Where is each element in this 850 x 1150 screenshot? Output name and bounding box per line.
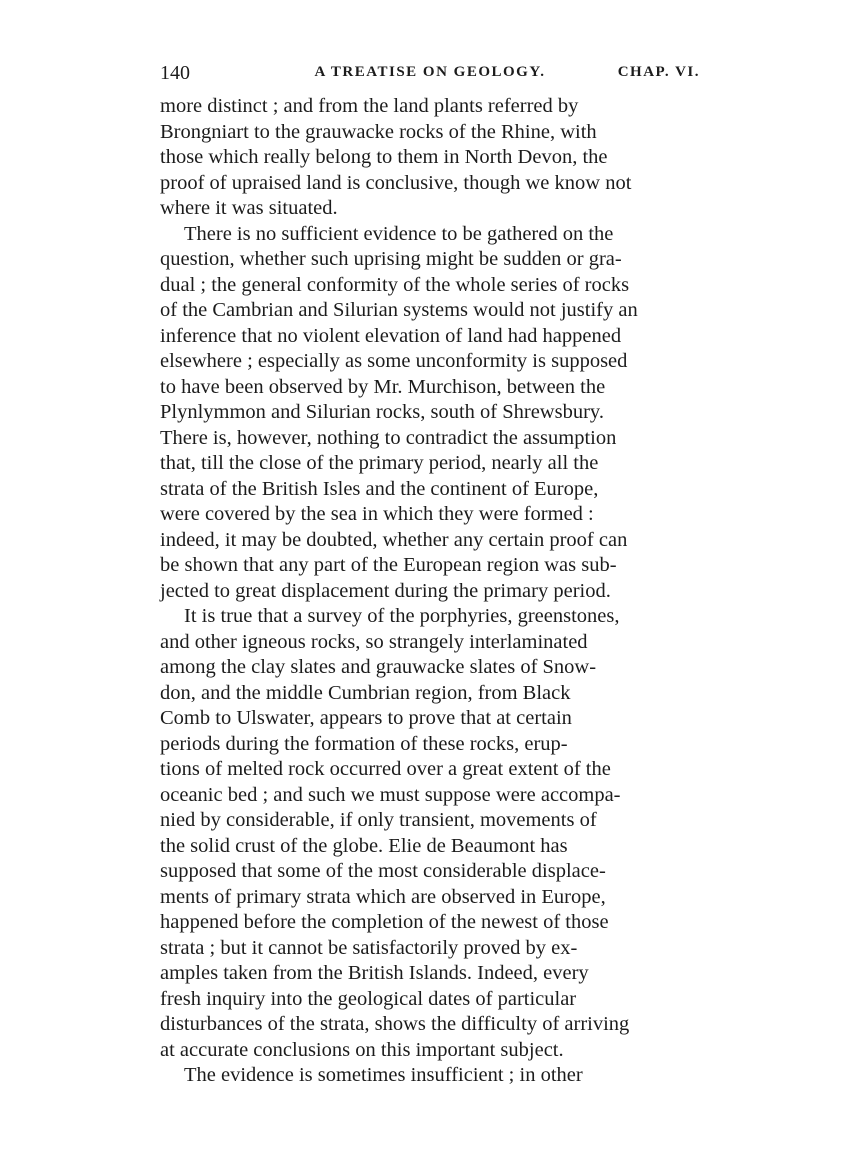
text-line: that, till the close of the primary period, nearly all the — [160, 452, 599, 474]
text-line: jected to great displacement during the primary period. — [160, 579, 611, 602]
text-line: strata ; but it cannot be satisfactorily proved by ex- — [160, 936, 578, 959]
text-line: Brongniart to the grauwacke rocks of the Rhine, with — [160, 120, 597, 143]
text-line: There is, however, nothing to contradict the assumption — [160, 426, 617, 449]
running-title: A TREATISE ON GEOLOGY. — [314, 64, 546, 80]
text-line: strata of the British Isles and the continent of Europe, — [160, 477, 599, 500]
text-line: were covered by the sea in which they were formed : — [160, 503, 594, 525]
text-line: disturbances of the strata, shows the difficulty of arriving — [160, 1013, 630, 1035]
text-line: proof of upraised land is conclusive, though we know not — [160, 171, 632, 194]
text-line: supposed that some of the most considerable displace- — [160, 860, 606, 882]
paragraph-first-line: The evidence is sometimes insufficient ; in other — [184, 1064, 583, 1086]
text-line: of the Cambrian and Silurian systems would not justify an — [160, 299, 638, 321]
text-line: oceanic bed ; and such we must suppose were accompa- — [160, 783, 621, 806]
text-line: be shown that any part of the European region was sub- — [160, 554, 617, 576]
chapter-label: CHAP. VI. — [617, 64, 700, 80]
text-line: tions of melted rock occurred over a great extent of the — [160, 758, 611, 780]
text-line: among the clay slates and grauwacke slates of Snow- — [160, 656, 597, 678]
text-line: fresh inquiry into the geological dates of particular — [160, 987, 577, 1010]
paragraph-first-line: It is true that a survey of the porphyries, greenstones, — [184, 605, 620, 627]
text-line: nied by considerable, if only transient, movements of — [160, 809, 597, 831]
text-line: to have been observed by Mr. Murchison, between the — [160, 375, 606, 398]
text-line: Comb to Ulswater, appears to prove that at certain — [160, 707, 572, 729]
text-line: don, and the middle Cumbrian region, from Black — [160, 681, 571, 704]
text-line: happened before the completion of the newest of those — [160, 911, 609, 933]
text-line: ments of primary strata which are observed in Europe, — [160, 885, 606, 908]
text-line: question, whether such uprising might be sudden or gra- — [160, 248, 622, 270]
text-line: the solid crust of the globe. Elie de Beaumont has — [160, 834, 568, 857]
paragraph-first-line: There is no sufficient evidence to be gathered on the — [184, 222, 614, 245]
text-line: Plynlymmon and Silurian rocks, south of Shrewsbury. — [160, 401, 604, 423]
text-line: dual ; the general conformity of the whole series of rocks — [160, 273, 630, 296]
text-line: and other igneous rocks, so strangely interlaminated — [160, 630, 588, 653]
page-header — [160, 62, 700, 86]
page-number: 140 — [160, 62, 190, 84]
text-line: periods during the formation of these rocks, erup- — [160, 732, 568, 755]
text-line: where it was situated. — [160, 197, 338, 219]
text-line: inference that no violent elevation of land had happened — [160, 324, 622, 347]
text-line: those which really belong to them in North Devon, the — [160, 146, 608, 168]
text-line: elsewhere ; especially as some unconformity is supposed — [160, 350, 628, 372]
text-line: at accurate conclusions on this important subject. — [160, 1038, 564, 1061]
text-line: amples taken from the British Islands. Indeed, every — [160, 962, 589, 984]
text-line: more distinct ; and from the land plants referred by — [160, 95, 579, 117]
text-line: indeed, it may be doubted, whether any certain proof can — [160, 528, 628, 551]
